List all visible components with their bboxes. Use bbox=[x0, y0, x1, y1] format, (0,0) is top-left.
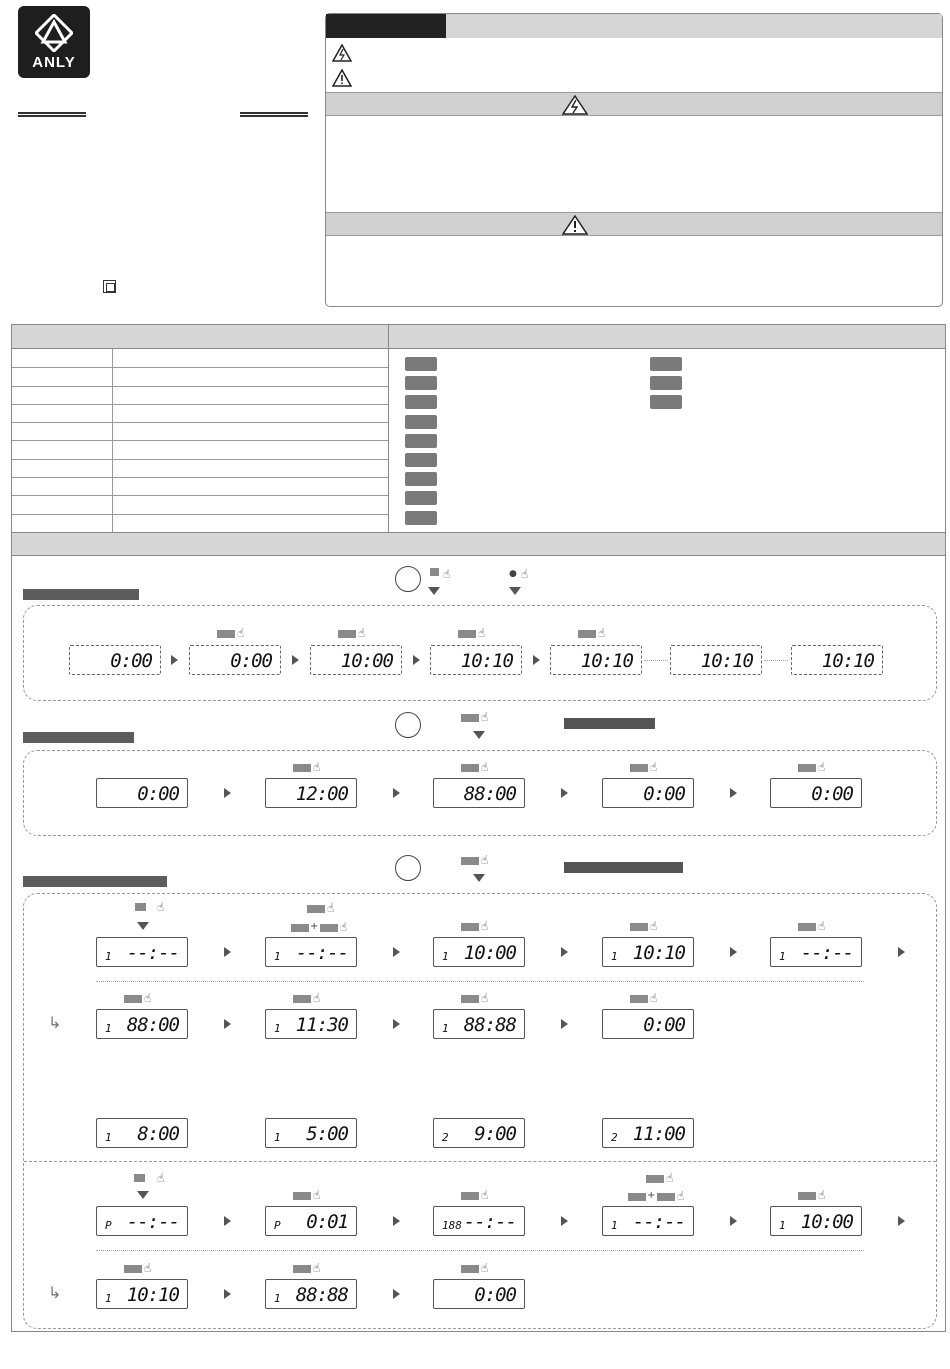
spec-row-line bbox=[12, 477, 388, 478]
flow-arrow bbox=[413, 655, 420, 665]
lcd-display: 10:10 bbox=[430, 645, 522, 675]
pressing-hand-icon: ☝ bbox=[481, 919, 489, 933]
caution-band bbox=[326, 212, 942, 236]
lcd-display: 1 88:88 bbox=[265, 1279, 357, 1309]
operation-section-header bbox=[12, 532, 945, 556]
set-button-icon bbox=[630, 995, 648, 1003]
set-button-icon bbox=[461, 714, 479, 722]
safety-header-label bbox=[326, 14, 446, 38]
lcd-display: 1 10:00 bbox=[433, 937, 525, 967]
spec-row-line bbox=[12, 440, 388, 441]
set-button-icon bbox=[293, 764, 311, 772]
step-label-bar bbox=[23, 589, 139, 600]
down-arrow-icon bbox=[137, 1191, 149, 1199]
main-frame bbox=[11, 324, 946, 1332]
set-button-icon bbox=[458, 630, 476, 638]
pressing-hand-icon: ☝ bbox=[481, 760, 489, 774]
program-button-icon bbox=[134, 1174, 145, 1182]
pressing-hand-icon: ☝ bbox=[650, 760, 658, 774]
lcd-display: 0:00 bbox=[602, 1009, 694, 1039]
flow-arrow bbox=[224, 1289, 231, 1299]
lcd-display: P 0:01 bbox=[265, 1206, 357, 1236]
flow-arrow bbox=[224, 947, 231, 957]
pressing-hand-icon: ☝ bbox=[818, 1188, 826, 1202]
set-button-icon bbox=[461, 1265, 479, 1273]
pressing-hand-icon: ☝ bbox=[677, 1189, 685, 1203]
function-key bbox=[650, 376, 682, 390]
lcd-display: 1 --:-- bbox=[265, 937, 357, 967]
lcd-display: 0:00 bbox=[96, 778, 188, 808]
lcd-display: 1 10:10 bbox=[96, 1279, 188, 1309]
pressing-hand-icon: ☝ bbox=[144, 991, 152, 1005]
table-divider bbox=[388, 325, 389, 532]
continue-arrow-icon: ↳ bbox=[48, 1013, 62, 1032]
flow-arrow bbox=[533, 655, 540, 665]
pressing-hand-icon: ☝ bbox=[481, 1188, 489, 1202]
set-button-icon bbox=[338, 630, 356, 638]
flow-arrow bbox=[561, 1216, 568, 1226]
shock-warning-icon bbox=[332, 44, 352, 62]
spec-row-line bbox=[12, 514, 388, 515]
lcd-display: 1 8:00 bbox=[96, 1118, 188, 1148]
pressing-hand-icon: ☝ bbox=[521, 567, 529, 581]
pressing-hand-icon: ☝ bbox=[650, 919, 658, 933]
flow-arrow bbox=[224, 1019, 231, 1029]
lcd-display: 1 11:30 bbox=[265, 1009, 357, 1039]
flow-arrow bbox=[561, 947, 568, 957]
lcd-display: 1 --:-- bbox=[96, 937, 188, 967]
down-arrow-icon bbox=[473, 731, 485, 739]
pressing-hand-icon: ☝ bbox=[157, 900, 165, 914]
spec-row-line bbox=[12, 367, 388, 368]
plus-icon: + bbox=[647, 1190, 656, 1201]
step-label-bar bbox=[23, 732, 134, 743]
lcd-display: 2 11:00 bbox=[602, 1118, 694, 1148]
down-arrow-icon bbox=[137, 922, 149, 930]
flow-arrow bbox=[393, 947, 400, 957]
flow-arrow bbox=[224, 788, 231, 798]
function-key bbox=[405, 472, 437, 486]
pressing-hand-icon: ☝ bbox=[666, 1171, 674, 1185]
reset-button-icon bbox=[430, 568, 439, 576]
lcd-display: 0:00 bbox=[770, 778, 862, 808]
lcd-display: 1 --:-- bbox=[602, 1206, 694, 1236]
program-button-icon bbox=[135, 903, 146, 911]
pressing-hand-icon: ☝ bbox=[144, 1261, 152, 1275]
set-button-icon bbox=[628, 1193, 646, 1201]
set-button-icon bbox=[124, 1265, 142, 1273]
lcd-display: 10:00 bbox=[310, 645, 402, 675]
pressing-hand-icon: ☝ bbox=[313, 760, 321, 774]
lcd-display: 0:00 bbox=[602, 778, 694, 808]
step-circle bbox=[395, 712, 421, 738]
set-button-icon bbox=[646, 1175, 664, 1183]
flow-arrow bbox=[730, 1216, 737, 1226]
dotted-separator bbox=[96, 981, 864, 982]
plus-icon: + bbox=[310, 921, 319, 932]
lcd-display: 1 --:-- bbox=[770, 937, 862, 967]
set-button-icon bbox=[798, 764, 816, 772]
flow-arrow bbox=[393, 788, 400, 798]
function-key bbox=[405, 511, 437, 525]
set-button-icon bbox=[320, 924, 338, 932]
brand-name: ANLY bbox=[32, 54, 76, 71]
pressing-hand-icon: ☝ bbox=[443, 567, 451, 581]
safety-header bbox=[326, 14, 942, 38]
step-circle bbox=[395, 855, 421, 881]
pressing-hand-icon: ☝ bbox=[481, 710, 489, 724]
flow-arrow bbox=[898, 1216, 905, 1226]
lcd-display: 10:10 bbox=[550, 645, 642, 675]
spec-row-line bbox=[12, 495, 388, 496]
dotted-separator bbox=[96, 1250, 864, 1251]
function-key bbox=[405, 491, 437, 505]
function-key bbox=[405, 357, 437, 371]
function-key bbox=[405, 395, 437, 409]
pressing-hand-icon: ☝ bbox=[327, 901, 335, 915]
function-key bbox=[405, 376, 437, 390]
pressing-hand-icon: ☝ bbox=[340, 920, 348, 934]
set-button-icon bbox=[124, 995, 142, 1003]
electric-shock-icon bbox=[562, 95, 588, 115]
pressing-hand-icon: ☝ bbox=[313, 991, 321, 1005]
pressing-hand-icon: ☝ bbox=[478, 626, 486, 640]
flow-arrow bbox=[561, 1019, 568, 1029]
function-key bbox=[405, 453, 437, 467]
warning-triangle-icon bbox=[562, 215, 588, 235]
set-button-icon bbox=[461, 1192, 479, 1200]
flow-arrow bbox=[730, 788, 737, 798]
set-button-icon bbox=[293, 1265, 311, 1273]
step-label-bar bbox=[23, 876, 167, 887]
pressing-hand-icon: ☝ bbox=[481, 1261, 489, 1275]
set-button-icon bbox=[461, 857, 479, 865]
set-button-icon bbox=[798, 1192, 816, 1200]
pressing-hand-icon: ☝ bbox=[650, 991, 658, 1005]
set-button-icon bbox=[293, 1192, 311, 1200]
pressing-hand-icon: ☝ bbox=[481, 853, 489, 867]
lcd-display: 0:00 bbox=[433, 1279, 525, 1309]
lcd-display: P --:-- bbox=[96, 1206, 188, 1236]
flow-arrow bbox=[393, 1289, 400, 1299]
dashed-separator bbox=[24, 1161, 936, 1162]
set-button-icon bbox=[461, 923, 479, 931]
note-bar bbox=[564, 862, 683, 873]
flow-arrow bbox=[224, 1216, 231, 1226]
spec-row-line bbox=[12, 459, 388, 460]
title-rule-left bbox=[18, 112, 86, 117]
caution-warning-icon bbox=[332, 69, 352, 87]
lcd-display: 1 88:00 bbox=[96, 1009, 188, 1039]
set-button-icon bbox=[293, 995, 311, 1003]
pressing-hand-icon: ☝ bbox=[313, 1188, 321, 1202]
lcd-display: 2 9:00 bbox=[433, 1118, 525, 1148]
lcd-display: 188 --:-- bbox=[433, 1206, 525, 1236]
title-rule-right bbox=[240, 112, 308, 117]
flow-arrow bbox=[730, 947, 737, 957]
function-key bbox=[650, 395, 682, 409]
flow-arrow bbox=[393, 1216, 400, 1226]
lcd-display: 1 5:00 bbox=[265, 1118, 357, 1148]
lcd-display: 1 10:10 bbox=[602, 937, 694, 967]
spec-row-line bbox=[12, 422, 388, 423]
flow-arrow bbox=[898, 947, 905, 957]
set-button-icon bbox=[578, 630, 596, 638]
set-button-icon bbox=[461, 995, 479, 1003]
set-button-icon bbox=[307, 905, 325, 913]
anly-logo-icon bbox=[35, 14, 73, 52]
set-button-icon bbox=[657, 1193, 675, 1201]
down-arrow-icon bbox=[428, 587, 440, 595]
pressing-hand-icon: ☝ bbox=[358, 626, 366, 640]
set-button-icon bbox=[291, 924, 309, 932]
step-circle bbox=[395, 566, 421, 592]
lcd-display: 88:00 bbox=[433, 778, 525, 808]
pressing-hand-icon: ☝ bbox=[818, 919, 826, 933]
spec-row-line bbox=[12, 386, 388, 387]
spec-row-line bbox=[12, 404, 388, 405]
down-arrow-icon bbox=[473, 874, 485, 882]
flow-arrow bbox=[292, 655, 299, 665]
function-key bbox=[650, 357, 682, 371]
pressing-hand-icon: ☝ bbox=[313, 1261, 321, 1275]
lcd-display: 10:10 bbox=[791, 645, 883, 675]
set-button-icon bbox=[461, 764, 479, 772]
function-key bbox=[405, 415, 437, 429]
spec-table-header bbox=[12, 325, 388, 349]
danger-band bbox=[326, 92, 942, 116]
pressing-hand-icon: ☝ bbox=[818, 760, 826, 774]
dot-button-icon: ● bbox=[509, 569, 517, 579]
functions-header bbox=[389, 325, 945, 349]
flow-arrow bbox=[171, 655, 178, 665]
flow-arrow bbox=[561, 788, 568, 798]
double-insulation-icon bbox=[103, 280, 116, 293]
lcd-display: 1 10:00 bbox=[770, 1206, 862, 1236]
function-key bbox=[405, 434, 437, 448]
set-button-icon bbox=[217, 630, 235, 638]
note-bar bbox=[564, 718, 655, 729]
brand-logo bbox=[18, 6, 90, 78]
lcd-display: 12:00 bbox=[265, 778, 357, 808]
pressing-hand-icon: ☝ bbox=[481, 991, 489, 1005]
lcd-display: 1 88:88 bbox=[433, 1009, 525, 1039]
set-button-icon bbox=[798, 923, 816, 931]
flow-arrow bbox=[393, 1019, 400, 1029]
dotted-connector bbox=[644, 660, 668, 661]
pressing-hand-icon: ☝ bbox=[237, 626, 245, 640]
set-button-icon bbox=[630, 764, 648, 772]
lcd-display: 0:00 bbox=[69, 645, 161, 675]
down-arrow-icon bbox=[509, 587, 521, 595]
lcd-display: 0:00 bbox=[189, 645, 281, 675]
safety-box bbox=[325, 13, 943, 307]
set-button-icon bbox=[630, 923, 648, 931]
pressing-hand-icon: ☝ bbox=[598, 626, 606, 640]
pressing-hand-icon: ☝ bbox=[157, 1171, 165, 1185]
dotted-connector bbox=[764, 660, 788, 661]
lcd-display: 10:10 bbox=[670, 645, 762, 675]
continue-arrow-icon: ↳ bbox=[48, 1283, 62, 1302]
